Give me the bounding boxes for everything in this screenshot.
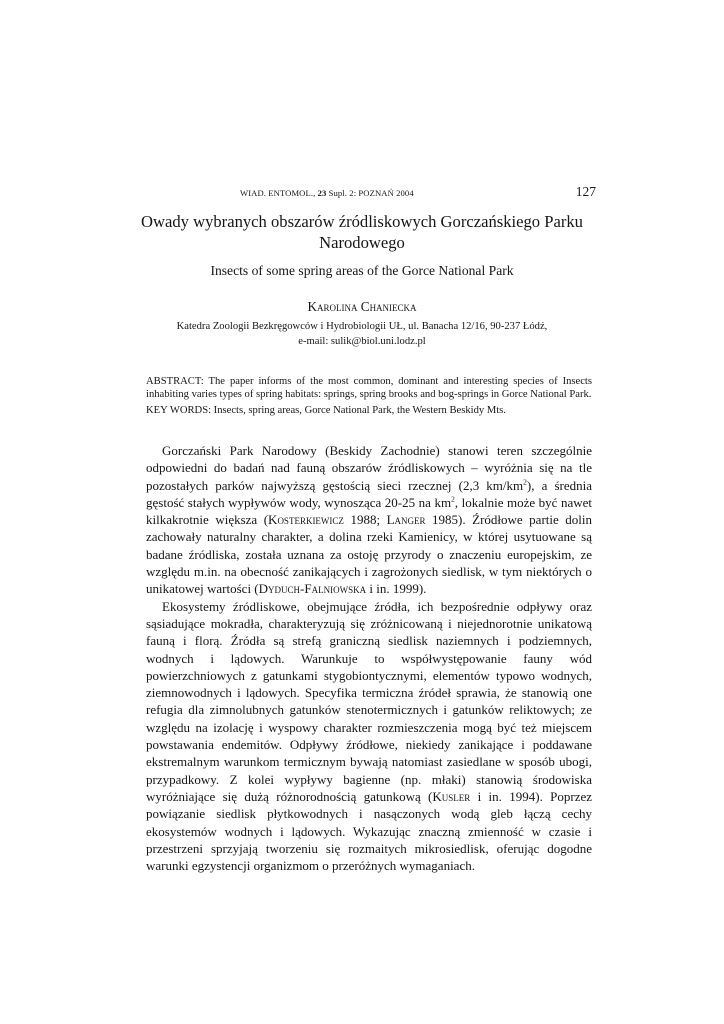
page-number: 127: [575, 184, 596, 199]
affiliation-email: e-mail: sulik@biol.uni.lodz.pl: [298, 335, 426, 347]
journal-volume: 23: [317, 188, 327, 198]
citation: Dyduch-Falniowska: [258, 581, 367, 597]
journal-supplement: Supl. 2: POZNAŃ 2004: [326, 188, 414, 198]
body-paragraph-2: Ekosystemy źródliskowe, obejmujące źródła, ich bezpośrednie odpływy oraz sąsiadujące mokradła, charakteryzują się zróżnicowaną i niejednorotnie unikatową fauną i florą. Źródła są strefą graniczną siedlisk naziemnych i podziemnych, wodnych i lądowych. Warunkuje to współwystępowanie fauny wód powierzchniowych z gatunkami stygobiontycznymi, elementów typowo wodnych, ziemnowodnych i lądowych. Specyfika termiczna źródeł sprawia, że stanowią one refugia dla zimnolubnych gatunków stenotermicznych i gatunków reliktowych; ze względu na izolację i wyspowy charakter rozmieszczenia mogą być też miejscem powstawania endemitów. Odpływy źródłowe, niekiedy zanikające i poddawane ekstremalnym warunkom termicznym bywają natomiast zasiedlane w sposób ubogi, przypadkowy. Z kolei wypływy bagienne (np. młaki) stanowią środowiska wyróżniające się dużą różnorodnością gatunkową (Kusler i in. 1994). Poprzez powiązanie siedlisk płytkowodnych i nasączonych wodą gleb łączą cechy ekosystemów wodnych i lądowych. Wykazując znaczną zmienność w czasie i przestrzeni sprzyjają tworzeniu się rozmaitych mikrosiedlisk, oferując dogodne warunki egzystencji organizmom o przeróżnych wymaganiach.: [146, 598, 593, 874]
journal-citation: [240, 188, 414, 198]
citation: Kusler: [432, 788, 471, 804]
title-line-2: Narodowego: [319, 233, 405, 252]
author-name: Karolina Chaniecka: [307, 299, 417, 314]
abstract-text: ABSTRACT: The paper informs of the most common, dominant and interesting species of Insects inhabiting varies types of spring habitats: springs, spring brooks and bog-springs in Gorce National Park.: [146, 376, 592, 401]
body-paragraph-1: Gorczański Park Narodowy (Beskidy Zachodnie) stanowi teren szczególnie odpowiedni do badań nad fauną obszarów źródliskowych – wyróżnia się na tle pozostałych parków najwyższą gęstością sieci rzecznej (2,3 $km/km^2$), a średnia gęstość stałych wypływów wody, wynosząca 20-25 na $km^2$, lokalnie może być nawet kilkakrotnie większa (Kosterkiewicz 1988; Langer 1985). Źródłowe partie dolin zachowały naturalny charakter, a dolina rzeki Kamienicy, w której usytuowane są badane źródliska, została uznana za ostoję przyrody o znaczeniu europejskim, ze względu m.in. na obecność zanikających i zagrożonych siedlisk, w tym niektórych o unikatowej wartości (Dyduch-Falniowska i in. 1999).: [146, 443, 593, 597]
citation: Langer: [386, 512, 426, 528]
article-title: [120, 211, 604, 253]
running-head: [240, 184, 596, 204]
article-body: [146, 442, 592, 874]
title-line-1: Owady wybranych obszarów źródliskowych Gorczańskiego Parku: [141, 212, 583, 231]
keywords-text: KEY WORDS: Insects, spring areas, Gorce National Park, the Western Beskidy Mts.: [146, 405, 506, 417]
journal-name: WIAD. ENTOMOL.,: [240, 188, 318, 198]
abstract-block: [146, 375, 592, 418]
affiliation-address: Katedra Zoologii Bezkręgowców i Hydrobiologii UŁ, ul. Banacha 12/16, 90-237 Łódź,: [176, 321, 548, 332]
citation: Kosterkiewicz: [268, 512, 344, 528]
author-affiliation: [140, 320, 584, 349]
english-title: Insects of some spring areas of the Gorce National Park: [210, 263, 514, 278]
